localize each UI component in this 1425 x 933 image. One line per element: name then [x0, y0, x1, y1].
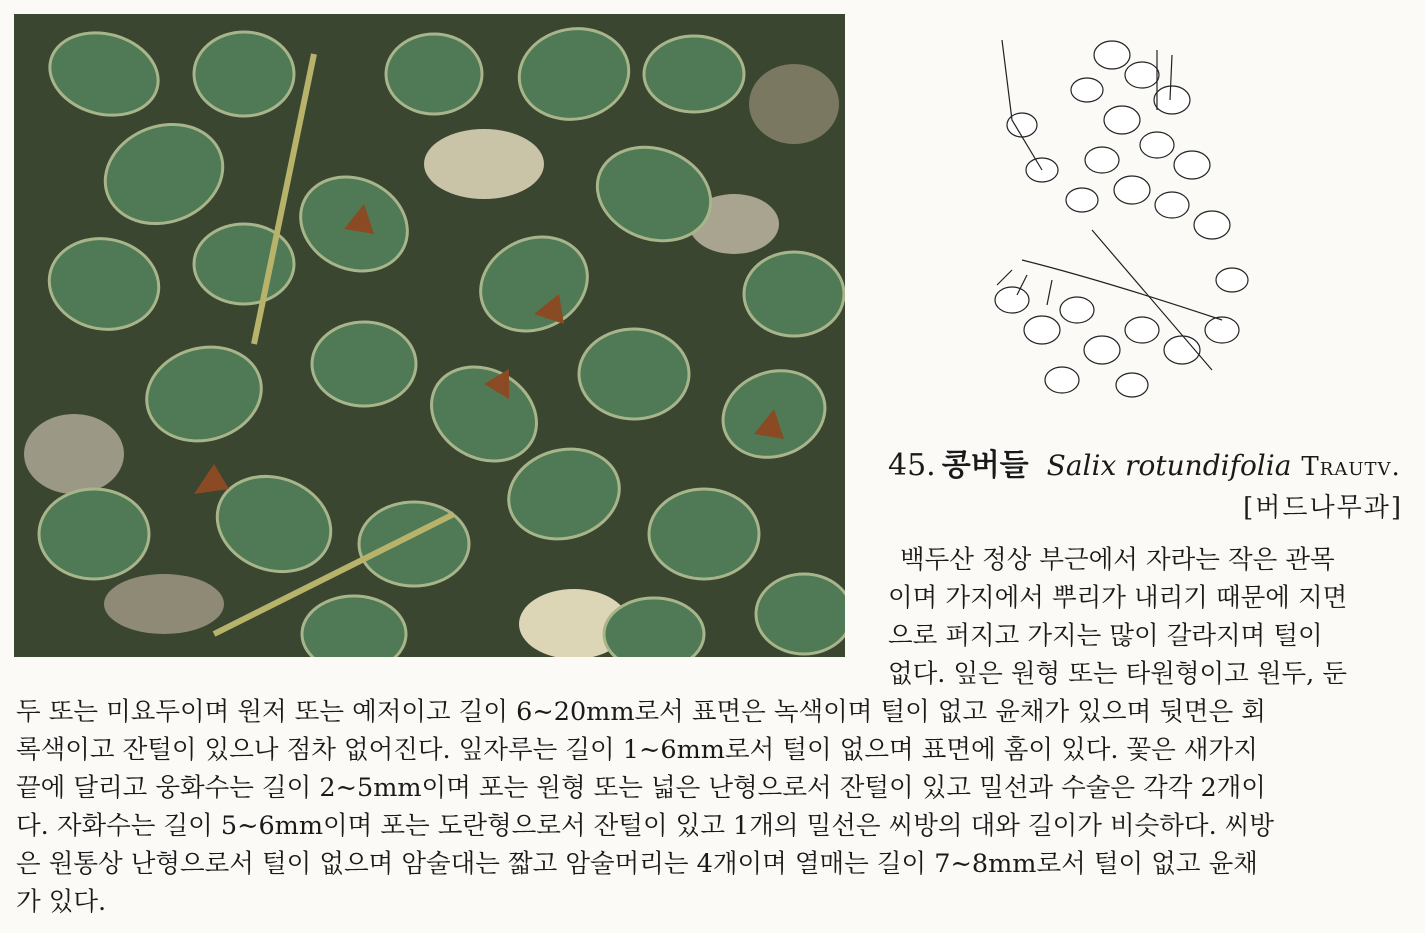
entry-number: 45. [888, 448, 936, 483]
line-drawing-svg [982, 30, 1260, 408]
korean-name: 콩버들 [941, 448, 1029, 483]
author-name: Trautv. [1301, 452, 1401, 482]
description-line: 으로 퍼지고 가지는 많이 갈라지며 털이 [888, 621, 1323, 651]
description-line: 없다. 잎은 원형 또는 타원형이고 원두, 둔 [888, 659, 1347, 689]
description-line: 두 또는 미요두이며 원저 또는 예저이고 길이 6∼20mm로서 표면은 녹색이며 털이 없고 윤채가 있으며 뒷면은 회 [16, 697, 1266, 727]
description-line: 가 있다. [16, 887, 107, 917]
photo-leaves-illustration [14, 14, 845, 657]
entry-title [888, 446, 1408, 487]
family-name: [버드나무과] [1243, 493, 1403, 523]
description-line: 이며 가지에서 뿌리가 내리기 때문에 지면 [888, 583, 1348, 613]
scientific-name: Salix rotundifolia [1046, 449, 1292, 482]
description-line: 백두산 정상 부근에서 자라는 작은 관목 [900, 545, 1335, 575]
plant-line-drawing [982, 30, 1260, 408]
description-line: 끝에 달리고 웅화수는 길이 2∼5mm이며 포는 원형 또는 넓은 난형으로서 잔털이 있고 밀선과 수술은 각각 2개이 [16, 773, 1266, 803]
description-line: 다. 자화수는 길이 5∼6mm이며 포는 도란형으로서 잔털이 있고 1개의 밀선은 씨방의 대와 길이가 비슷하다. 씨방 [16, 811, 1275, 841]
description-line: 은 원통상 난형으로서 털이 없으며 암술대는 짧고 암술머리는 4개이며 열매는 길이 7∼8mm로서 털이 없고 윤채 [16, 849, 1258, 879]
plant-photo [14, 14, 845, 657]
description-line: 록색이고 잔털이 있으나 점차 없어진다. 잎자루는 길이 1∼6mm로서 털이 없으며 표면에 홈이 있다. 꽃은 새가지 [16, 735, 1258, 765]
